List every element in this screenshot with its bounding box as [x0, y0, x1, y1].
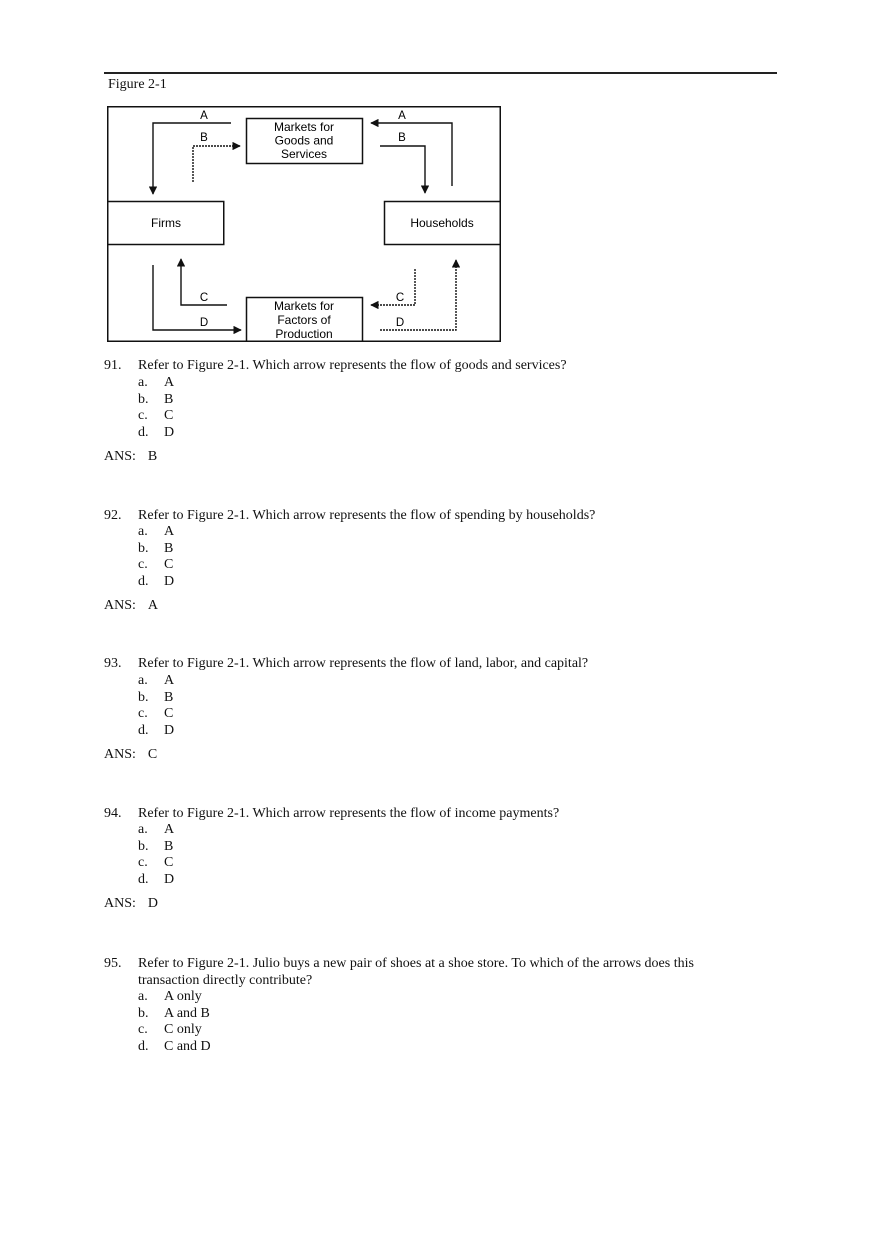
label-a-left: A: [200, 110, 208, 122]
arrow-b-top-left: [193, 146, 240, 182]
question-number: 94.: [104, 806, 122, 821]
goods-market-label-2: Goods and: [274, 133, 334, 148]
figure-title: Figure 2-1: [108, 77, 167, 92]
label-b-left: B: [200, 132, 208, 144]
label-c-right: C: [395, 292, 405, 304]
factor-market-label-3: Production: [275, 327, 333, 341]
answer-label: ANS:: [104, 747, 136, 762]
goods-market-label-1: Markets for: [273, 120, 335, 134]
question-stem-line-1: Refer to Figure 2-1. Julio buys a new pair of shoes at a shoe store. To which of the arrows does this: [138, 956, 694, 971]
question-stem: Refer to Figure 2-1. Which arrow represents the flow of goods and services?: [138, 358, 567, 373]
firms-label: Firms: [151, 216, 181, 230]
arrow-d-bottom-right: [380, 260, 456, 330]
question-number: 95.: [104, 956, 122, 971]
question-stem: Refer to Figure 2-1. Which arrow represents the flow of spending by households?: [138, 508, 596, 523]
answer-line: [104, 896, 158, 913]
question-stem: [138, 956, 738, 989]
factor-market-label-1: Markets for: [273, 299, 335, 313]
answer-value: C: [147, 747, 158, 762]
answer-value: B: [147, 449, 158, 464]
answer-line: [104, 449, 157, 466]
goods-market-label-3: Services: [280, 147, 328, 161]
answer-line: [104, 598, 158, 615]
answer-value: D: [147, 896, 159, 911]
circular-flow-diagram: [107, 106, 501, 342]
arrow-d-bottom-left: [153, 265, 241, 330]
answer-label: ANS:: [104, 896, 136, 911]
question-number: 91.: [104, 358, 122, 373]
arrow-a-top-left: [153, 123, 231, 194]
arrow-b-top-right: [380, 146, 425, 193]
top-rule: [104, 72, 777, 74]
answer-label: ANS:: [104, 449, 136, 464]
question-stem: Refer to Figure 2-1. Which arrow represents the flow of income payments?: [138, 806, 560, 821]
arrow-a-top-right: [371, 123, 452, 186]
answer-label: ANS:: [104, 598, 136, 613]
label-d-right: D: [395, 317, 405, 329]
arrow-c-bottom-right: [371, 269, 415, 305]
question-stem: Refer to Figure 2-1. Which arrow represents the flow of land, labor, and capital?: [138, 656, 589, 671]
label-c-left: C: [199, 292, 209, 304]
question-stem-line-2: transaction directly contribute?: [138, 972, 313, 988]
factor-market-label-2: Factors of: [277, 313, 331, 327]
label-a-right: A: [398, 110, 406, 122]
households-label: Households: [410, 216, 474, 230]
label-d-left: D: [199, 317, 209, 329]
question-number: 92.: [104, 508, 122, 523]
question-number: 93.: [104, 656, 122, 671]
label-b-right: B: [398, 132, 406, 144]
answer-line: [104, 747, 157, 764]
answer-value: A: [147, 598, 159, 613]
